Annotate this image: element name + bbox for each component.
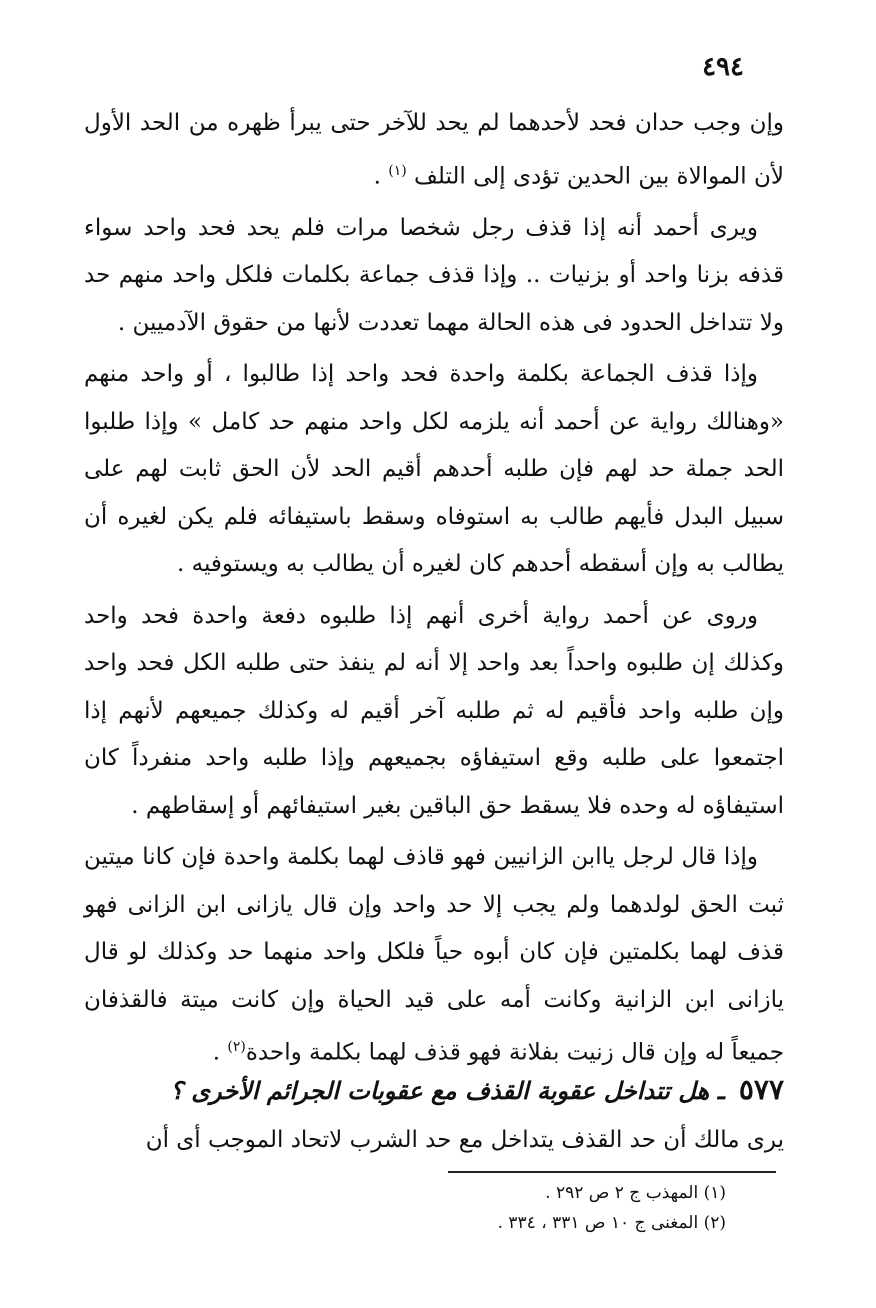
paragraph-2: ويرى أحمد أنه إذا قذف رجل شخصا مرات فلم يحد فحد واحد سواء قذفه بزنا واحد أو بزنيات .. وإذا قذف جماعة بكلمات فلكل واحد منهم حد ولا تتداخل الحدود فى هذه الحالة مهما تعددت لأنها من حقوق الآدميين . [84, 214, 784, 336]
footnote-ref-2: (٢) [227, 1039, 246, 1056]
footnote-ref-1: (١) [388, 162, 407, 179]
section-heading [84, 1068, 784, 1113]
paragraph-5 [84, 834, 784, 1077]
section-title: هل تتداخل عقوبة القذف مع عقوبات الجرائم الأخرى ؟ [170, 1076, 710, 1105]
paragraph-5-text: وإذا قال لرجل ياابن الزانيين فهو قاذف لهما بكلمة واحدة فإن كانا ميتين ثبت الحق لولدهما ولم يجب إلا حد واحد وإن قال يازانى ابن الزانى فهو قذف لهما بكلمتين فإن كان أبوه حياً فلكل واحد منهما حد وكذلك لو قال يازانى ابن الزانية وكانت أمه على قيد الحياة وإن كانت ميتة فالقذفان جميعاً له وإن قال زنيت بفلانة فهو قذف لهما بكلمة واحدة [84, 844, 784, 1066]
paragraph-4: وروى عن أحمد رواية أخرى أنهم إذا طلبوه دفعة واحدة فحد واحد وكذلك إن طلبوه واحداً بعد واحد إلا أنه لم ينفذ حتى طلبه الكل فحد واحد وإن طلبه واحد فأقيم له ثم طلبه آخر أقيم له وكذلك جميعهم لأنهم إذا اجتمعوا على طلبه وقع استيفاؤه بجميعهم وإذا طلبه واحد منفرداً كان استيفاؤه له وحده فلا يسقط حق الباقين بغير استيفائهم أو إسقاطهم . [84, 602, 784, 819]
footnotes [326, 1178, 726, 1238]
section-text-line: يرى مالك أن حد القذف يتداخل مع حد الشرب لاتحاد الموجب أى أن [145, 1127, 784, 1153]
paragraph-1 [84, 100, 784, 201]
page-number: ٤٩٤ [702, 52, 744, 82]
main-text [84, 100, 784, 1081]
paragraph-3: وإذا قذف الجماعة بكلمة واحدة فحد واحد إذا طالبوا ، أو واحد منهم «وهنالك رواية عن أحمد أنه يلزمه لكل واحد منهم حد كامل » وإذا طلبوا الحد جملة حد لهم فإن طلبه أحدهم أقيم الحد لأن الحق ثابت لهم على سبيل البدل فأيهم طالب به استوفاه وسقط باستيفائه فلم يكن لغيره أن يطالب به وإن أسقطه أحدهم كان لغيره أن يطالب به ويستوفيه . [84, 361, 784, 578]
paragraph-1-text: وإن وجب حدان فحد لأحدهما لم يحد للآخر حتى يبرأ ظهره من الحد الأول لأن الموالاة بين الحدين تؤدى إلى التلف [84, 110, 784, 190]
footnote-2: (٢) المغنى ج ١٠ ص ٣٣١ ، ٣٣٤ . [497, 1213, 726, 1233]
section-number: ٥٧٧ [738, 1073, 784, 1106]
footnote-1: (١) المهذب ج ٢ ص ٢٩٢ . [545, 1183, 726, 1203]
section-dash: ـ [709, 1076, 733, 1105]
paragraph-1-end: . [373, 163, 389, 190]
footnote-divider [448, 1171, 776, 1173]
paragraph-5-end: . [212, 1039, 228, 1066]
